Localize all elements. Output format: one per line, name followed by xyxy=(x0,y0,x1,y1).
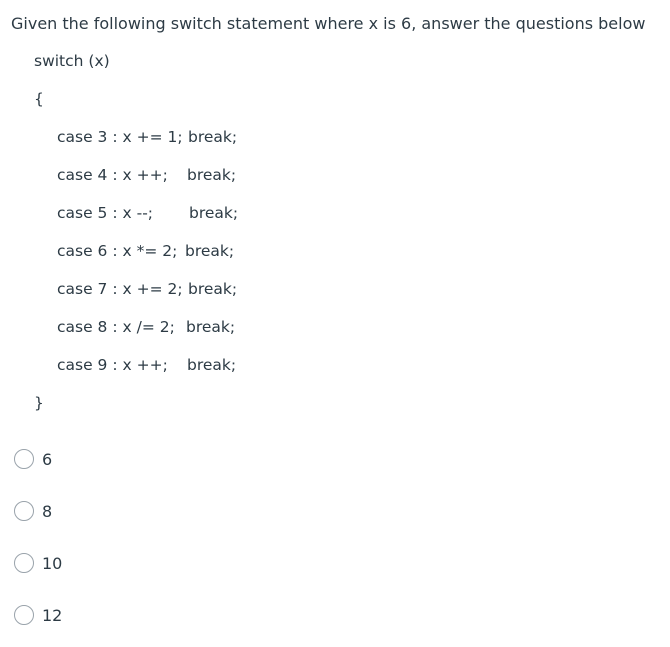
case-statement: case 7 : x += 2; xyxy=(57,280,183,298)
case-statement: case 6 : x *= 2; xyxy=(57,242,178,260)
case-statement: case 9 : x ++; xyxy=(57,356,168,374)
question-text: Given the following switch statement where x is 6, answer the questions below xyxy=(11,14,646,33)
answer-option[interactable] xyxy=(14,552,62,574)
answer-label[interactable]: 10 xyxy=(42,553,63,573)
case-break: break; xyxy=(188,280,238,298)
radio-button[interactable] xyxy=(14,449,34,469)
answer-label[interactable]: 6 xyxy=(42,449,53,469)
case-break: break; xyxy=(185,242,235,260)
switch-header: switch (x) xyxy=(34,52,110,70)
radio-button[interactable] xyxy=(14,553,34,573)
case-break: break; xyxy=(188,128,238,146)
answer-label[interactable]: 12 xyxy=(42,605,63,625)
case-statement: case 5 : x --; xyxy=(57,204,154,222)
case-statement: case 3 : x += 1; xyxy=(57,128,183,146)
case-statement: case 4 : x ++; xyxy=(57,166,168,184)
case-break: break; xyxy=(187,356,237,374)
close-brace: } xyxy=(34,394,44,412)
answer-option[interactable] xyxy=(14,448,52,470)
case-break: break; xyxy=(186,318,236,336)
case-statement: case 8 : x /= 2; xyxy=(57,318,175,336)
case-break: break; xyxy=(189,204,239,222)
answer-label[interactable]: 8 xyxy=(42,501,53,521)
radio-button[interactable] xyxy=(14,605,34,625)
open-brace: { xyxy=(34,90,44,108)
case-break: break; xyxy=(187,166,237,184)
answer-option[interactable] xyxy=(14,500,52,522)
answer-option[interactable] xyxy=(14,604,62,626)
radio-button[interactable] xyxy=(14,501,34,521)
